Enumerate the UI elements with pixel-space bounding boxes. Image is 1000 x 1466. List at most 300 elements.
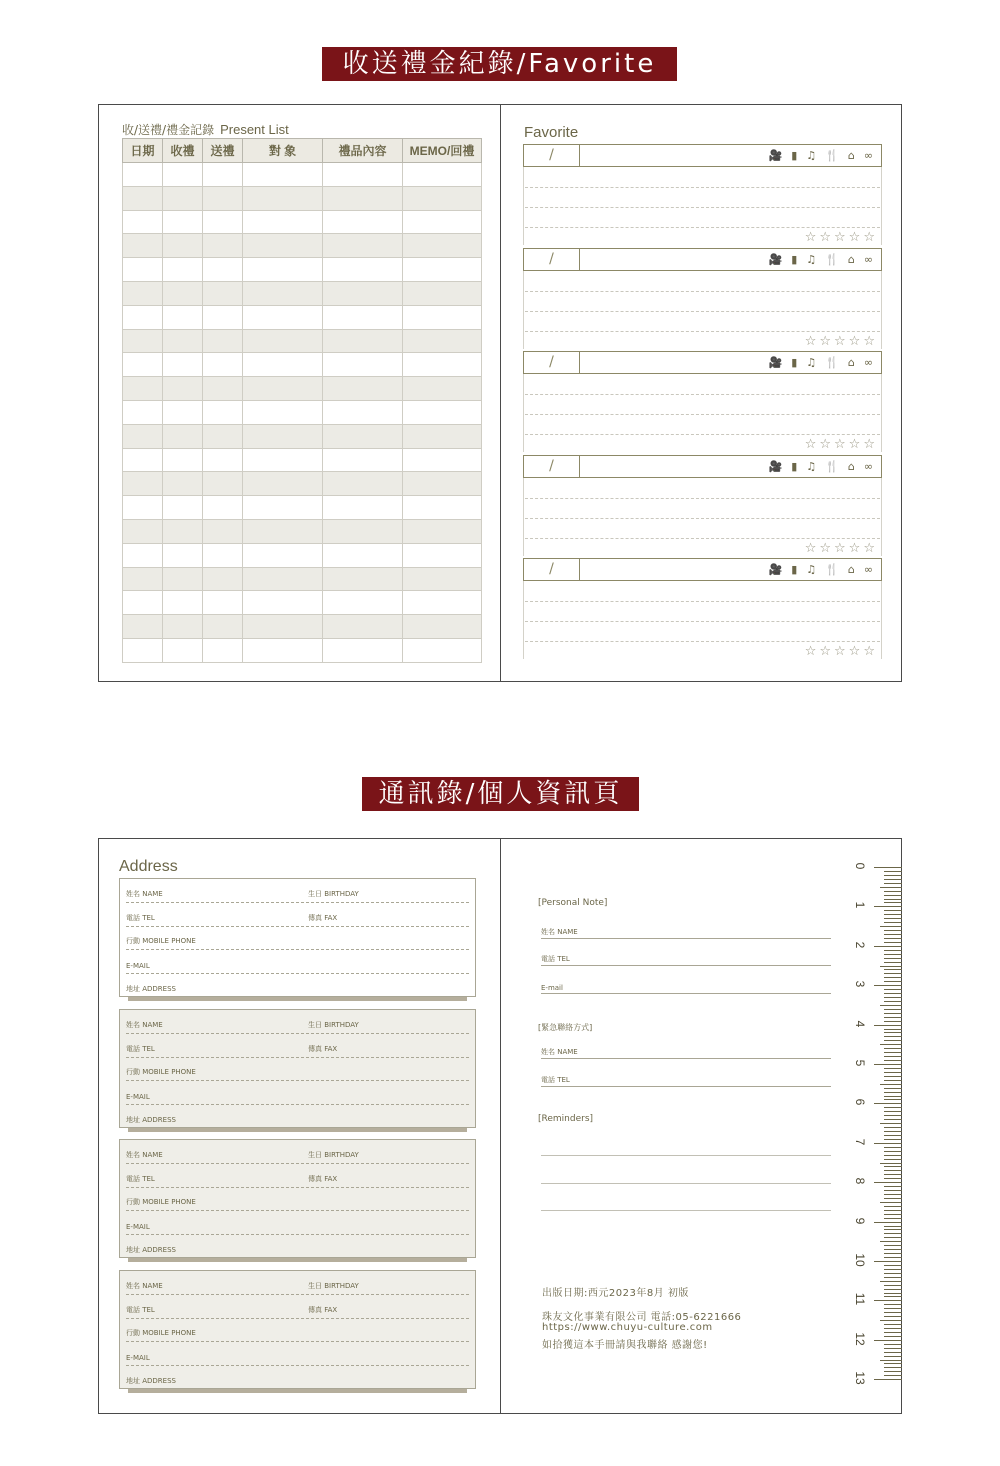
present-list-cell[interactable]: [123, 567, 163, 591]
favorite-note-line[interactable]: [525, 601, 880, 602]
book-icon[interactable]: ▮: [791, 563, 798, 576]
present-list-cell[interactable]: [243, 591, 323, 615]
present-list-cell[interactable]: [123, 638, 163, 662]
food-icon[interactable]: 🍴: [825, 149, 839, 162]
book-icon[interactable]: ▮: [791, 253, 798, 266]
ruler-label: 5: [853, 1059, 867, 1067]
movie-icon[interactable]: 🎥: [768, 563, 783, 576]
present-list-cell[interactable]: [123, 591, 163, 615]
ruler-tick: [884, 1088, 902, 1089]
present-list-row: [123, 329, 482, 353]
favorite-note-line[interactable]: [525, 434, 880, 435]
favorite-category-icons: [769, 563, 874, 576]
address-card-row[interactable]: [126, 1366, 469, 1389]
personal-name-field[interactable]: [541, 925, 831, 939]
present-list-cell[interactable]: [403, 424, 482, 448]
present-list-cell[interactable]: [403, 567, 482, 591]
present-list-body: [123, 163, 482, 663]
address-card-row[interactable]: [126, 1343, 469, 1366]
personal-name-label: 姓名 NAME: [541, 928, 578, 936]
present-list-cell[interactable]: [243, 210, 323, 234]
present-list-cell[interactable]: [323, 258, 403, 282]
book-icon[interactable]: ▮: [791, 356, 798, 369]
ruler-tick: [884, 1155, 902, 1156]
address-card-row[interactable]: [126, 974, 469, 997]
emergency-name-field[interactable]: [541, 1045, 831, 1059]
present-list-cell[interactable]: [163, 163, 203, 187]
present-list-cell[interactable]: [163, 472, 203, 496]
present-list-cell[interactable]: [323, 567, 403, 591]
present-list-cell[interactable]: [243, 258, 323, 282]
movie-icon[interactable]: 🎥: [768, 253, 783, 266]
present-list-cell[interactable]: [123, 234, 163, 258]
favorite-note-line[interactable]: [525, 641, 880, 642]
present-list-cell[interactable]: [403, 496, 482, 520]
present-list-cell[interactable]: [203, 472, 243, 496]
present-list-cell[interactable]: [203, 210, 243, 234]
food-icon[interactable]: 🍴: [825, 563, 839, 576]
present-list-cell[interactable]: [323, 186, 403, 210]
address-card-row[interactable]: [126, 1141, 469, 1164]
present-list-cell[interactable]: [123, 448, 163, 472]
present-list-cell[interactable]: [403, 615, 482, 639]
col-gift-content: 禮品內容: [323, 139, 403, 163]
present-list-cell[interactable]: [243, 615, 323, 639]
present-list-cell[interactable]: [123, 163, 163, 187]
ruler-tick: [884, 1076, 902, 1077]
favorite-star-rating[interactable]: ☆☆☆☆☆: [804, 541, 878, 556]
ruler-tick: [884, 1174, 902, 1175]
present-list-cell[interactable]: [203, 258, 243, 282]
present-list-cell[interactable]: [203, 353, 243, 377]
favorite-note-line[interactable]: [525, 538, 880, 539]
present-list-cell[interactable]: [403, 638, 482, 662]
ruler-label: 11: [853, 1293, 867, 1306]
present-list-row: [123, 163, 482, 187]
present-list-cell[interactable]: [323, 448, 403, 472]
present-list-cell[interactable]: [203, 424, 243, 448]
ruler-tick: [884, 1001, 902, 1002]
present-list-cell[interactable]: [243, 400, 323, 424]
favorite-side-rule: [881, 167, 882, 245]
movie-icon[interactable]: 🎥: [768, 460, 783, 473]
ruler-tick: [884, 902, 902, 903]
favorite-note-line[interactable]: [525, 621, 880, 622]
present-list-cell[interactable]: [403, 400, 482, 424]
ruler-tick: [884, 989, 902, 990]
present-list-cell[interactable]: [123, 329, 163, 353]
present-list-cell[interactable]: [203, 281, 243, 305]
present-list-cell[interactable]: [123, 543, 163, 567]
food-icon[interactable]: 🍴: [825, 460, 839, 473]
present-list-cell[interactable]: [163, 543, 203, 567]
present-list-cell[interactable]: [123, 400, 163, 424]
favorite-date-field[interactable]: /: [524, 559, 580, 580]
field-label-mobile: 行動 MOBILE PHONE: [126, 1068, 196, 1076]
present-list-cell[interactable]: [203, 519, 243, 543]
present-list-cell[interactable]: [203, 329, 243, 353]
favorite-side-rule: [523, 581, 524, 659]
ruler-label: 4: [853, 1020, 867, 1027]
binoculars-icon[interactable]: ∞: [863, 563, 873, 576]
favorite-star-rating[interactable]: ☆☆☆☆☆: [804, 230, 878, 245]
ruler-tick: [884, 954, 902, 955]
emergency-tel-label: 電話 TEL: [541, 1076, 570, 1084]
present-list-cell[interactable]: [403, 163, 482, 187]
ruler-label: 9: [853, 1217, 867, 1224]
binoculars-icon[interactable]: ∞: [863, 253, 873, 266]
field-label-email: E-MAIL: [126, 1222, 150, 1231]
present-list-cell[interactable]: [203, 496, 243, 520]
movie-icon[interactable]: 🎥: [768, 356, 783, 369]
shopping-icon[interactable]: ⌂: [847, 460, 855, 473]
ruler-tick: [884, 1324, 902, 1325]
favorite-date-field[interactable]: /: [524, 352, 580, 373]
present-list-cell[interactable]: [203, 615, 243, 639]
present-list-cell[interactable]: [243, 496, 323, 520]
favorite-entry-header: [523, 144, 882, 167]
address-card-shadow: [128, 997, 467, 1001]
address-card-row[interactable]: [126, 951, 469, 974]
present-list-cell[interactable]: [323, 329, 403, 353]
address-card-row[interactable]: [126, 904, 469, 927]
ruler-tick: [880, 1202, 902, 1203]
address-card-row[interactable]: [126, 1011, 469, 1034]
favorite-note-line[interactable]: [525, 291, 880, 292]
favorite-category-icons: [769, 253, 874, 266]
present-list-cell[interactable]: [403, 448, 482, 472]
present-list-cell[interactable]: [163, 519, 203, 543]
emergency-tel-field[interactable]: [541, 1073, 831, 1087]
present-list-cell[interactable]: [163, 234, 203, 258]
address-card-row[interactable]: [126, 1235, 469, 1258]
present-list-cell[interactable]: [403, 353, 482, 377]
favorite-entry: [523, 558, 882, 662]
present-list-cell[interactable]: [163, 424, 203, 448]
present-list-cell[interactable]: [163, 448, 203, 472]
present-list-cell[interactable]: [323, 424, 403, 448]
present-list-cell[interactable]: [403, 377, 482, 401]
favorite-note-line[interactable]: [525, 331, 880, 332]
ruler-tick: [884, 1080, 902, 1081]
food-icon[interactable]: 🍴: [825, 356, 839, 369]
ruler-tick: [884, 879, 902, 880]
field-label-tel: 電話 TEL: [126, 1174, 155, 1183]
present-list-cell[interactable]: [203, 377, 243, 401]
present-list-cell[interactable]: [163, 353, 203, 377]
address-card-row[interactable]: [126, 880, 469, 903]
present-list-cell[interactable]: [403, 519, 482, 543]
present-list-cell[interactable]: [163, 329, 203, 353]
ruler-tick: [880, 1123, 902, 1124]
present-list-cell[interactable]: [163, 258, 203, 282]
page-divider: [500, 105, 501, 681]
ruler-tick: [884, 1056, 902, 1057]
field-label-tel: 電話 TEL: [126, 1305, 155, 1314]
present-list-cell[interactable]: [243, 472, 323, 496]
favorite-note-line[interactable]: [525, 311, 880, 312]
present-list-cell[interactable]: [323, 400, 403, 424]
present-list-cell[interactable]: [203, 638, 243, 662]
present-list-cell[interactable]: [123, 281, 163, 305]
present-list-cell[interactable]: [163, 281, 203, 305]
favorite-date-field[interactable]: /: [524, 249, 580, 270]
field-label-email: E-MAIL: [126, 1353, 150, 1362]
reminder-line[interactable]: [541, 1155, 831, 1156]
present-list-cell[interactable]: [323, 472, 403, 496]
present-list-cell[interactable]: [203, 591, 243, 615]
binoculars-icon[interactable]: ∞: [863, 356, 873, 369]
present-list-row: [123, 377, 482, 401]
ruler-label: 10: [853, 1253, 867, 1267]
ruler-tick: [880, 1281, 902, 1282]
address-card-row[interactable]: [126, 1165, 469, 1188]
present-list-cell[interactable]: [123, 424, 163, 448]
present-list-cell[interactable]: [123, 615, 163, 639]
favorite-star-rating[interactable]: ☆☆☆☆☆: [804, 437, 878, 452]
present-list-cell[interactable]: [403, 210, 482, 234]
present-list-cell[interactable]: [403, 591, 482, 615]
present-list-cell[interactable]: [163, 210, 203, 234]
present-list-row: [123, 210, 482, 234]
ruler-tick: [874, 867, 902, 868]
present-list-cell[interactable]: [123, 210, 163, 234]
ruler-tick: [884, 1147, 902, 1148]
ruler-tick: [884, 895, 902, 896]
ruler-tick: [874, 1143, 902, 1144]
address-card-row[interactable]: [126, 1188, 469, 1211]
binoculars-icon[interactable]: ∞: [863, 149, 873, 162]
present-list-cell[interactable]: [243, 329, 323, 353]
present-list-cell[interactable]: [323, 496, 403, 520]
present-list-cell[interactable]: [123, 377, 163, 401]
present-list-cell[interactable]: [323, 519, 403, 543]
present-list-cell[interactable]: [323, 210, 403, 234]
present-list-cell[interactable]: [123, 353, 163, 377]
favorite-star-rating[interactable]: ☆☆☆☆☆: [804, 334, 878, 349]
present-list-cell[interactable]: [123, 186, 163, 210]
present-list-row: [123, 234, 482, 258]
present-list-cell[interactable]: [123, 496, 163, 520]
favorite-star-rating[interactable]: ☆☆☆☆☆: [804, 644, 878, 659]
present-list-cell[interactable]: [163, 496, 203, 520]
address-card-row[interactable]: [126, 1105, 469, 1128]
present-list-row: [123, 472, 482, 496]
ruler-tick: [880, 1044, 902, 1045]
present-list-cell[interactable]: [163, 591, 203, 615]
present-list-cell[interactable]: [323, 163, 403, 187]
present-list-cell[interactable]: [323, 281, 403, 305]
present-list-cell[interactable]: [203, 543, 243, 567]
ruler-tick: [884, 934, 902, 935]
ruler-tick: [884, 1068, 902, 1069]
present-list-cell[interactable]: [203, 163, 243, 187]
ruler-tick: [884, 1159, 902, 1160]
address-card-row[interactable]: [126, 1082, 469, 1105]
present-list-cell[interactable]: [403, 234, 482, 258]
present-list-cell[interactable]: [323, 591, 403, 615]
book-icon[interactable]: ▮: [791, 149, 798, 162]
ruler-tick: [884, 1289, 902, 1290]
ruler-tick: [884, 950, 902, 951]
present-list-cell[interactable]: [243, 543, 323, 567]
movie-icon[interactable]: 🎥: [768, 149, 783, 162]
present-list-cell[interactable]: [243, 234, 323, 258]
ruler-tick: [884, 1226, 902, 1227]
ruler-tick: [884, 1119, 902, 1120]
favorite-date-field[interactable]: /: [524, 456, 580, 477]
favorite-note-line[interactable]: [525, 498, 880, 499]
ruler-tick: [884, 1245, 902, 1246]
music-icon[interactable]: ♫: [806, 253, 817, 266]
present-list-cell[interactable]: [403, 305, 482, 329]
present-list-cell[interactable]: [323, 638, 403, 662]
favorite-title: Favorite: [524, 124, 579, 141]
present-list-row: [123, 615, 482, 639]
address-card-row[interactable]: [126, 1212, 469, 1235]
present-list-cell[interactable]: [243, 638, 323, 662]
ruler-tick: [884, 1170, 902, 1171]
personal-email-field[interactable]: [541, 980, 831, 994]
address-card-row[interactable]: [126, 1272, 469, 1295]
favorite-date-field[interactable]: /: [524, 145, 580, 166]
favorite-entry: [523, 351, 882, 455]
present-list-cell[interactable]: [243, 305, 323, 329]
present-list-cell[interactable]: [323, 543, 403, 567]
music-icon[interactable]: ♫: [806, 460, 817, 473]
present-list-cell[interactable]: [163, 615, 203, 639]
reminder-line[interactable]: [541, 1183, 831, 1184]
personal-email-label: E-mail: [541, 984, 563, 992]
ruler-tick: [884, 1032, 902, 1033]
present-list-cell[interactable]: [403, 543, 482, 567]
present-list-cell[interactable]: [403, 472, 482, 496]
favorite-note-line[interactable]: [525, 394, 880, 395]
present-list-cell[interactable]: [323, 305, 403, 329]
present-list-cell[interactable]: [203, 305, 243, 329]
book-icon[interactable]: ▮: [791, 460, 798, 473]
ruler-tick: [884, 1363, 902, 1364]
shopping-icon[interactable]: ⌂: [847, 356, 855, 369]
music-icon[interactable]: ♫: [806, 356, 817, 369]
favorite-note-line[interactable]: [525, 187, 880, 188]
present-list-cell[interactable]: [323, 234, 403, 258]
ruler-tick: [884, 1332, 902, 1333]
ruler-tick: [880, 966, 902, 967]
ruler-tick: [884, 1293, 902, 1294]
present-list-cell[interactable]: [163, 567, 203, 591]
shopping-icon[interactable]: ⌂: [847, 253, 855, 266]
favorite-note-line[interactable]: [525, 207, 880, 208]
favorite-note-line[interactable]: [525, 414, 880, 415]
present-list-cell[interactable]: [243, 448, 323, 472]
present-list-cell[interactable]: [323, 615, 403, 639]
ruler-tick: [884, 1036, 902, 1037]
favorite-note-line[interactable]: [525, 227, 880, 228]
ruler-tick: [884, 993, 902, 994]
present-list-cell[interactable]: [163, 400, 203, 424]
favorite-side-rule: [523, 478, 524, 556]
ruler-tick: [874, 1182, 902, 1183]
shopping-icon[interactable]: ⌂: [847, 149, 855, 162]
present-list-cell[interactable]: [323, 353, 403, 377]
binoculars-icon[interactable]: ∞: [863, 460, 873, 473]
music-icon[interactable]: ♫: [806, 563, 817, 576]
present-list-cell[interactable]: [123, 305, 163, 329]
ruler-tick: [884, 1060, 902, 1061]
ruler-label: 7: [853, 1138, 867, 1146]
personal-tel-field[interactable]: [541, 952, 831, 966]
present-list-cell[interactable]: [243, 281, 323, 305]
section-banner-address: 通訊錄/個人資訊頁: [362, 777, 639, 811]
field-label-name: 姓名 NAME: [126, 890, 163, 898]
ruler-tick: [884, 1017, 902, 1018]
present-list-cell[interactable]: [203, 448, 243, 472]
shopping-icon[interactable]: ⌂: [847, 563, 855, 576]
address-card-row[interactable]: [126, 1058, 469, 1081]
present-list-cell[interactable]: [163, 305, 203, 329]
present-list-cell[interactable]: [243, 353, 323, 377]
present-list-row: [123, 448, 482, 472]
present-list-cell[interactable]: [243, 519, 323, 543]
present-list-cell[interactable]: [203, 400, 243, 424]
present-list-cell[interactable]: [403, 186, 482, 210]
ruler-tick: [874, 985, 902, 986]
ruler-tick: [884, 1099, 902, 1100]
favorite-note-line[interactable]: [525, 518, 880, 519]
food-icon[interactable]: 🍴: [825, 253, 839, 266]
present-list-cell[interactable]: [243, 567, 323, 591]
ruler-tick: [884, 1210, 902, 1211]
present-list-cell[interactable]: [403, 329, 482, 353]
ruler-label: 8: [853, 1177, 867, 1185]
present-list-cell[interactable]: [403, 281, 482, 305]
address-card-shadow: [128, 1128, 467, 1132]
ruler-tick: [884, 1367, 902, 1368]
present-list-cell[interactable]: [403, 258, 482, 282]
reminder-line[interactable]: [541, 1210, 831, 1211]
ruler-tick: [884, 1178, 902, 1179]
ruler-tick: [874, 946, 902, 947]
present-list-cell[interactable]: [243, 186, 323, 210]
present-list-cell[interactable]: [163, 186, 203, 210]
present-list-cell[interactable]: [243, 424, 323, 448]
ruler-tick: [884, 1115, 902, 1116]
address-card-shadow: [128, 1258, 467, 1262]
music-icon[interactable]: ♫: [806, 149, 817, 162]
present-list-cell[interactable]: [323, 377, 403, 401]
present-list-cell[interactable]: [123, 472, 163, 496]
address-card-row[interactable]: [126, 927, 469, 950]
present-list-cell[interactable]: [203, 567, 243, 591]
present-list-cell[interactable]: [243, 377, 323, 401]
present-list-row: [123, 186, 482, 210]
favorite-entry-header: [523, 248, 882, 271]
address-card-row[interactable]: [126, 1319, 469, 1342]
present-list-cell[interactable]: [123, 258, 163, 282]
address-card-row[interactable]: [126, 1296, 469, 1319]
field-label-address: 地址 ADDRESS: [126, 985, 176, 993]
present-list-cell[interactable]: [203, 186, 243, 210]
ruler-tick: [884, 1166, 902, 1167]
address-card-row[interactable]: [126, 1035, 469, 1058]
present-list-cell[interactable]: [243, 163, 323, 187]
present-list-cell[interactable]: [163, 638, 203, 662]
favorite-category-icons: [769, 356, 874, 369]
present-list-cell[interactable]: [123, 519, 163, 543]
present-list-cell[interactable]: [203, 234, 243, 258]
present-list-cell[interactable]: [163, 377, 203, 401]
